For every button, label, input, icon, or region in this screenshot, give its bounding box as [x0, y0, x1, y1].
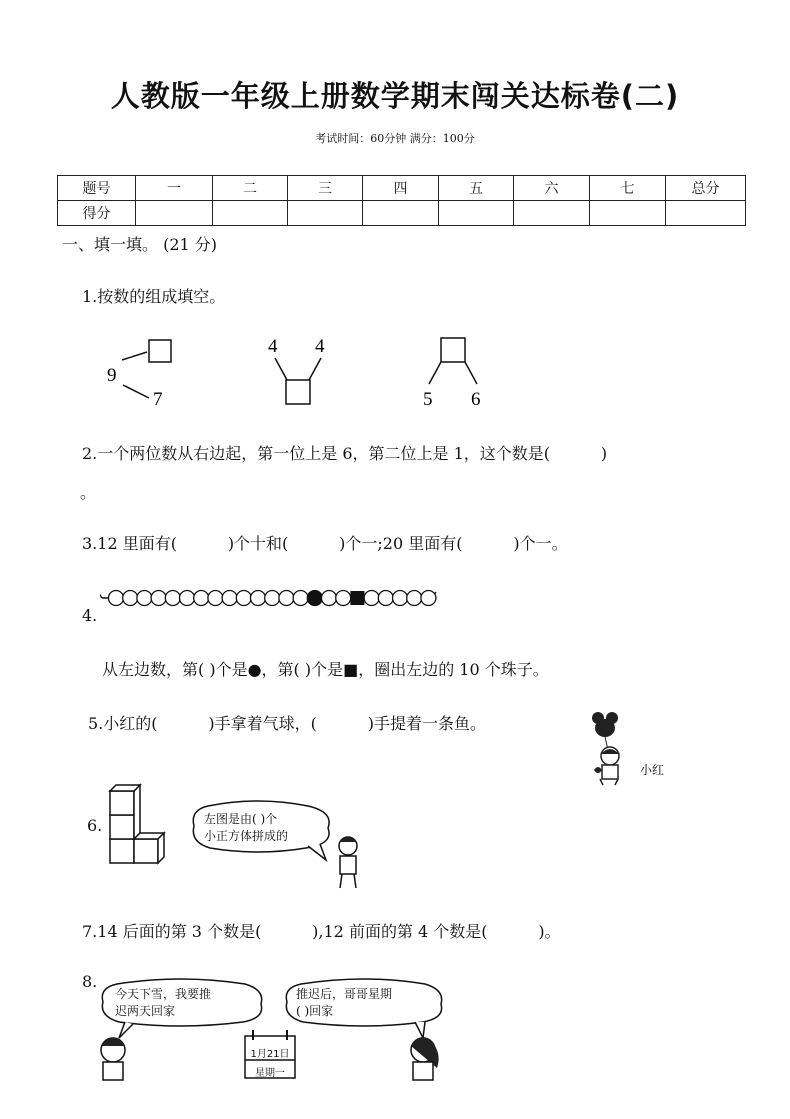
question-1-text: 1.按数的组成填空。	[82, 287, 226, 306]
score-cell[interactable]	[288, 201, 363, 226]
bead[interactable]	[236, 591, 251, 606]
diagram1-top-number: 9	[107, 365, 117, 386]
bead[interactable]	[265, 591, 280, 606]
diagram3-right-number: 6	[471, 389, 481, 410]
question-8-label: 8.	[82, 972, 98, 991]
black-circle-bead[interactable]	[307, 591, 322, 606]
black-square-bead[interactable]	[350, 591, 364, 605]
bead[interactable]	[336, 591, 351, 606]
diagram1-bottom-number: 7	[153, 389, 163, 410]
score-row-label: 得分	[58, 201, 136, 226]
score-header-cell: 七	[590, 176, 666, 201]
bead[interactable]	[165, 591, 180, 606]
bead[interactable]	[421, 591, 436, 606]
girl-with-balloon-illustration	[580, 708, 690, 786]
score-cell[interactable]	[213, 201, 288, 226]
bead[interactable]	[208, 591, 223, 606]
exam-info: 考试时间：60分钟 满分：100分	[315, 132, 475, 145]
left-bubble-line-1: 今天下雪，我要推	[115, 987, 212, 1001]
bead[interactable]	[279, 591, 294, 606]
question-2-text: 2.一个两位数从右边起，第一位上是 6，第二位上是 1，这个数是( )	[82, 444, 608, 463]
bead[interactable]	[109, 591, 124, 606]
score-cell[interactable]	[666, 201, 746, 226]
diagram2-left-number: 4	[268, 336, 278, 357]
diagram3-left-number: 5	[423, 389, 433, 410]
left-bubble-line-2: 迟两天回家	[115, 1004, 176, 1018]
bubble-line-2: 小正方体拼成的	[204, 829, 289, 843]
blank-box[interactable]	[441, 338, 465, 362]
cube-stack-figure	[108, 783, 168, 865]
score-cell[interactable]	[439, 201, 514, 226]
page-title: 人教版一年级上册数学期末闯关达标卷(二)	[110, 79, 680, 113]
bubble-line-1: 左图是由( )个	[204, 812, 278, 826]
bead[interactable]	[378, 591, 393, 606]
bead-string	[100, 582, 440, 618]
section-heading: 一、填一填。 (21 分)	[62, 235, 218, 254]
calendar-weekday: 星期一	[255, 1068, 285, 1079]
bead[interactable]	[137, 591, 152, 606]
score-header-row	[58, 176, 746, 201]
right-bubble-line-2: ( )回家	[296, 1004, 334, 1018]
score-header-cell: 总分	[666, 176, 746, 201]
bead[interactable]	[251, 591, 266, 606]
score-cell[interactable]	[363, 201, 439, 226]
question-3-text: 3.12 里面有( )个十和( )个一;20 里面有( )个一。	[82, 534, 568, 553]
bead[interactable]	[123, 591, 138, 606]
bead[interactable]	[393, 591, 408, 606]
question-4-label: 4.	[82, 606, 98, 625]
score-header-cell: 二	[213, 176, 288, 201]
score-cell[interactable]	[590, 201, 666, 226]
score-header-cell: 题号	[58, 176, 136, 201]
bead[interactable]	[180, 591, 195, 606]
score-header-cell: 四	[363, 176, 439, 201]
score-value-row	[58, 201, 746, 226]
question-4-text: 从左边数，第( )个是●，第( )个是■，圈出左边的 10 个珠子。	[102, 660, 549, 679]
bead[interactable]	[222, 591, 237, 606]
diagram2-right-number: 4	[315, 336, 325, 357]
calendar-date: 1月21日	[250, 1049, 290, 1060]
question-5-text: 5.小红的( )手拿着气球，( )手提着一条鱼。	[88, 714, 486, 733]
score-header-cell: 三	[288, 176, 363, 201]
score-header-cell: 六	[514, 176, 590, 201]
question-7-text: 7.14 后面的第 3 个数是( ),12 前面的第 4 个数是( )。	[82, 922, 561, 941]
score-header-cell: 五	[439, 176, 514, 201]
bead[interactable]	[322, 591, 337, 606]
blank-box[interactable]	[286, 380, 310, 404]
bead[interactable]	[151, 591, 166, 606]
score-cell[interactable]	[514, 201, 590, 226]
question-6-label: 6.	[87, 816, 103, 835]
number-composition-diagrams	[95, 330, 515, 412]
score-header-cell: 一	[136, 176, 213, 201]
score-table	[57, 175, 746, 226]
girl-name-caption: 小红	[640, 763, 665, 777]
bead[interactable]	[407, 591, 422, 606]
blank-box[interactable]	[149, 340, 171, 362]
bead[interactable]	[194, 591, 209, 606]
bead[interactable]	[293, 591, 308, 606]
question-2-tail: 。	[80, 483, 97, 502]
bead[interactable]	[364, 591, 379, 606]
score-cell[interactable]	[136, 201, 213, 226]
right-bubble-line-1: 推迟后，哥哥星期	[296, 987, 393, 1001]
